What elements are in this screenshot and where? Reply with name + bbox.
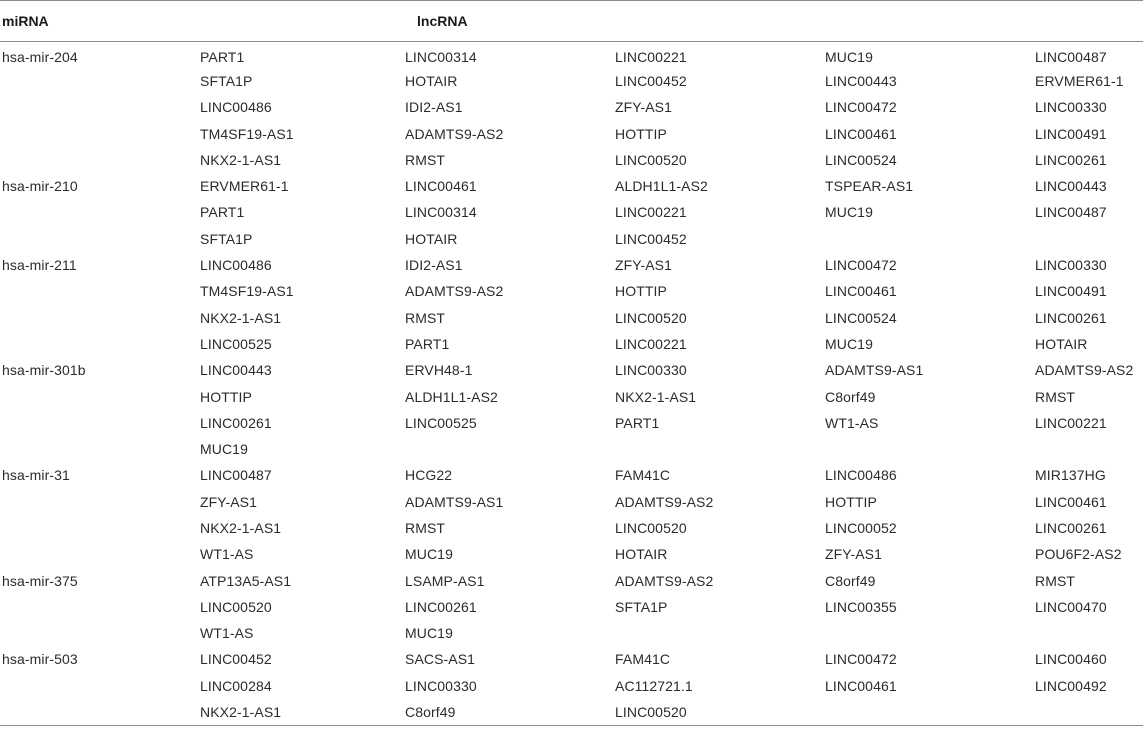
- lncrna-cell: MUC19: [825, 204, 873, 221]
- lncrna-cell: LINC00461: [405, 178, 477, 195]
- lncrna-cell: HOTTIP: [200, 388, 252, 405]
- lncrna-cell: LINC00487: [1035, 48, 1107, 65]
- lncrna-cell: LINC00472: [825, 99, 897, 116]
- lncrna-cell: LINC00221: [1035, 414, 1107, 431]
- table-row: [0, 42, 1143, 68]
- lncrna-cell: LINC00452: [200, 651, 272, 668]
- lncrna-cell: LINC00261: [200, 414, 272, 431]
- lncrna-cell: LINC00355: [825, 598, 897, 615]
- lncrna-cell: MUC19: [825, 48, 873, 65]
- lncrna-cell: PART1: [615, 414, 660, 431]
- table-row: [0, 304, 1143, 330]
- mirna-cell: hsa-mir-31: [2, 467, 70, 484]
- lncrna-cell: WT1-AS: [825, 414, 879, 431]
- lncrna-cell: LINC00491: [1035, 125, 1107, 142]
- lncrna-cell: LINC00330: [1035, 99, 1107, 116]
- mirna-cell: hsa-mir-503: [2, 651, 78, 668]
- lncrna-cell: HOTAIR: [405, 230, 458, 247]
- lncrna-cell: NKX2-1-AS1: [198, 699, 403, 725]
- lncrna-cell: IDI2-AS1: [405, 257, 463, 274]
- lncrna-cell: LINC00520: [615, 151, 687, 168]
- lncrna-cell: C8orf49: [825, 388, 876, 405]
- lncrna-cell: [1033, 436, 1143, 462]
- lncrna-cell: [823, 699, 1033, 725]
- lncrna-cell: LINC00487: [1035, 204, 1107, 221]
- lncrna-cell: ERVMER61-1: [200, 178, 289, 195]
- lncrna-cell: LINC00492: [1035, 677, 1107, 694]
- lncrna-cell: LINC00486: [825, 467, 897, 484]
- lncrna-cell: ZFY-AS1: [825, 546, 882, 563]
- lncrna-cell: RMST: [405, 519, 446, 536]
- lncrna-cell: LINC00460: [1035, 651, 1107, 668]
- lncrna-cell: MUC19: [200, 441, 248, 458]
- lncrna-cell: [613, 436, 823, 462]
- header-row: [0, 1, 1143, 42]
- lncrna-cell: LINC00470: [1035, 598, 1107, 615]
- table-row: [0, 462, 1143, 488]
- lncrna-cell: LINC00221: [615, 48, 687, 65]
- lncrna-cell: SFTA1P: [200, 72, 253, 89]
- lncrna-cell: NKX2-1-AS1: [200, 519, 282, 536]
- lncrna-cell: TM4SF19-AS1: [200, 283, 294, 300]
- lncrna-cell: SACS-AS1: [405, 651, 476, 668]
- lncrna-cell: SFTA1P: [200, 230, 253, 247]
- lncrna-cell: LINC00524: [825, 151, 897, 168]
- lncrna-cell: ADAMTS9-AS2: [405, 125, 504, 142]
- lncrna-cell: LINC00461: [825, 283, 897, 300]
- mirna-cell: [0, 304, 198, 330]
- mirna-cell: [0, 489, 198, 515]
- table-row: [0, 252, 1143, 278]
- table-row: [0, 436, 1143, 462]
- lncrna-cell: ERVMER61-1: [1035, 72, 1124, 89]
- lncrna-cell: RMST: [1035, 388, 1076, 405]
- lncrna-cell: ALDH1L1-AS2: [615, 178, 708, 195]
- lncrna-cell: MIR137HG: [1035, 467, 1106, 484]
- mirna-cell: hsa-mir-375: [2, 572, 78, 589]
- lncrna-cell: HOTTIP: [615, 125, 667, 142]
- mirna-cell: hsa-mir-210: [2, 178, 78, 195]
- lncrna-cell: HOTAIR: [1035, 335, 1088, 352]
- table-row: [0, 94, 1143, 120]
- mirna-cell: [0, 410, 198, 436]
- lncrna-cell: TM4SF19-AS1: [200, 125, 294, 142]
- lncrna-cell: LINC00491: [1035, 283, 1107, 300]
- lncrna-cell: LINC00525: [200, 335, 272, 352]
- lncrna-cell: POU6F2-AS2: [1035, 546, 1122, 563]
- table-row: [0, 541, 1143, 567]
- lncrna-cell: MUC19: [405, 546, 453, 563]
- mirna-cell: [0, 68, 198, 94]
- lncrna-cell: ADAMTS9-AS2: [405, 283, 504, 300]
- table-row: [0, 699, 1143, 725]
- lncrna-cell: HCG22: [405, 467, 453, 484]
- mirna-cell: [0, 278, 198, 304]
- lncrna-cell: [823, 436, 1033, 462]
- lncrna-cell: LINC00330: [615, 362, 687, 379]
- table-row: [0, 515, 1143, 541]
- lncrna-cell: LINC00261: [1035, 151, 1107, 168]
- lncrna-cell: [403, 436, 613, 462]
- table-row: [0, 410, 1143, 436]
- lncrna-cell: [613, 620, 823, 646]
- lncrna-cell: FAM41C: [615, 651, 671, 668]
- lncrna-cell: IDI2-AS1: [405, 99, 463, 116]
- lncrna-cell: RMST: [1035, 572, 1076, 589]
- lncrna-cell: LINC00443: [1035, 178, 1107, 195]
- lncrna-cell: MUC19: [405, 625, 453, 642]
- table-row: [0, 278, 1143, 304]
- lncrna-cell: ZFY-AS1: [615, 99, 672, 116]
- lncrna-cell: PART1: [200, 48, 245, 65]
- lncrna-cell: LINC00052: [825, 519, 897, 536]
- lncrna-cell: HOTTIP: [825, 493, 877, 510]
- lncrna-cell: PART1: [200, 204, 245, 221]
- mirna-cell: [0, 673, 198, 699]
- mirna-cell: [0, 699, 198, 725]
- lncrna-cell: LINC00452: [615, 72, 687, 89]
- lncrna-cell: LINC00520: [615, 309, 687, 326]
- lncrna-cell: LINC00520: [200, 598, 272, 615]
- mirna-cell: [0, 541, 198, 567]
- lncrna-cell: ZFY-AS1: [615, 257, 672, 274]
- table-row: [0, 147, 1143, 173]
- lncrna-cell: LINC00524: [825, 309, 897, 326]
- lncrna-cell: LINC00261: [1035, 519, 1107, 536]
- mirna-cell: [0, 199, 198, 225]
- lncrna-cell: ADAMTS9-AS2: [615, 493, 714, 510]
- table-row: [0, 594, 1143, 620]
- lncrna-cell: LINC00452: [615, 230, 687, 247]
- lncrna-cell: LINC00487: [200, 467, 272, 484]
- lncrna-cell: LINC00520: [613, 699, 823, 725]
- table-row: [0, 331, 1143, 357]
- header-mirna: miRNA: [0, 1, 198, 42]
- lncrna-cell: TSPEAR-AS1: [825, 178, 914, 195]
- mirna-cell: hsa-mir-301b: [2, 362, 86, 379]
- lncrna-cell: ADAMTS9-AS1: [405, 493, 504, 510]
- table-row: [0, 120, 1143, 146]
- lncrna-cell: LINC00314: [405, 204, 477, 221]
- lncrna-cell: FAM41C: [615, 467, 671, 484]
- lncrna-cell: ADAMTS9-AS1: [825, 362, 924, 379]
- mirna-cell: [0, 120, 198, 146]
- lncrna-cell: ADAMTS9-AS2: [1035, 362, 1134, 379]
- mirna-cell: [0, 383, 198, 409]
- lncrna-cell: LINC00261: [1035, 309, 1107, 326]
- table-row: [0, 68, 1143, 94]
- mirna-cell: [0, 594, 198, 620]
- mirna-cell: hsa-mir-204: [2, 48, 78, 65]
- lncrna-cell: AC112721.1: [615, 677, 693, 694]
- lncrna-cell: LINC00221: [615, 335, 687, 352]
- mirna-cell: [0, 515, 198, 541]
- table-row: [0, 199, 1143, 225]
- lncrna-cell: LINC00261: [405, 598, 477, 615]
- lncrna-cell: SFTA1P: [615, 598, 668, 615]
- lncrna-cell: LINC00525: [405, 414, 477, 431]
- lncrna-cell: NKX2-1-AS1: [200, 309, 282, 326]
- table-row: [0, 383, 1143, 409]
- lncrna-cell: [1033, 699, 1143, 725]
- lncrna-cell: LSAMP-AS1: [405, 572, 485, 589]
- lncrna-cell: LINC00443: [825, 72, 897, 89]
- lncrna-cell: LINC00314: [405, 48, 477, 65]
- lncrna-cell: RMST: [405, 151, 446, 168]
- lncrna-cell: LINC00461: [825, 677, 897, 694]
- mirna-cell: [0, 147, 198, 173]
- lncrna-cell: LINC00284: [200, 677, 272, 694]
- lncrna-cell: LINC00330: [1035, 257, 1107, 274]
- mirna-cell: [0, 620, 198, 646]
- lncrna-cell: LINC00486: [200, 99, 272, 116]
- table-row: [0, 620, 1143, 646]
- lncrna-cell: WT1-AS: [200, 546, 254, 563]
- table-row: [0, 567, 1143, 593]
- lncrna-cell: WT1-AS: [200, 625, 254, 642]
- lncrna-cell: [1033, 620, 1143, 646]
- header-lncrna: lncRNA: [198, 1, 1143, 42]
- lncrna-cell: ATP13A5-AS1: [200, 572, 292, 589]
- lncrna-cell: ALDH1L1-AS2: [405, 388, 498, 405]
- table-row: [0, 489, 1143, 515]
- lncrna-cell: LINC00330: [405, 677, 477, 694]
- lncrna-cell: NKX2-1-AS1: [200, 151, 282, 168]
- lncrna-cell: LINC00472: [825, 257, 897, 274]
- lncrna-cell: LINC00461: [825, 125, 897, 142]
- lncrna-cell: LINC00520: [615, 519, 687, 536]
- lncrna-cell: MUC19: [825, 335, 873, 352]
- lncrna-cell: LINC00472: [825, 651, 897, 668]
- table-row: [0, 357, 1143, 383]
- mirna-cell: hsa-mir-211: [2, 257, 77, 274]
- lncrna-cell: ZFY-AS1: [200, 493, 257, 510]
- mirna-cell: [0, 94, 198, 120]
- lncrna-cell: HOTAIR: [615, 546, 668, 563]
- lncrna-cell: [823, 226, 1033, 252]
- lncrna-cell: RMST: [405, 309, 446, 326]
- lncrna-cell: LINC00461: [1035, 493, 1107, 510]
- table-row: [0, 673, 1143, 699]
- table-row: [0, 226, 1143, 252]
- lncrna-cell: [823, 620, 1033, 646]
- lncrna-cell: C8orf49: [403, 699, 613, 725]
- lncrna-cell: HOTTIP: [615, 283, 667, 300]
- lncrna-cell: LINC00443: [200, 362, 272, 379]
- table-row: [0, 173, 1143, 199]
- lncrna-cell: NKX2-1-AS1: [615, 388, 697, 405]
- table-body: [0, 42, 1143, 726]
- lncrna-cell: ERVH48-1: [405, 362, 473, 379]
- mirna-cell: [0, 226, 198, 252]
- lncrna-cell: C8orf49: [825, 572, 876, 589]
- lncrna-cell: LINC00486: [200, 257, 272, 274]
- lncrna-cell: LINC00221: [615, 204, 687, 221]
- mirna-cell: [0, 436, 198, 462]
- lncrna-cell: [1033, 226, 1143, 252]
- lncrna-cell: PART1: [405, 335, 450, 352]
- mirna-cell: [0, 331, 198, 357]
- table-row: [0, 646, 1143, 672]
- lncrna-cell: ADAMTS9-AS2: [615, 572, 714, 589]
- lncrna-cell: HOTAIR: [405, 72, 458, 89]
